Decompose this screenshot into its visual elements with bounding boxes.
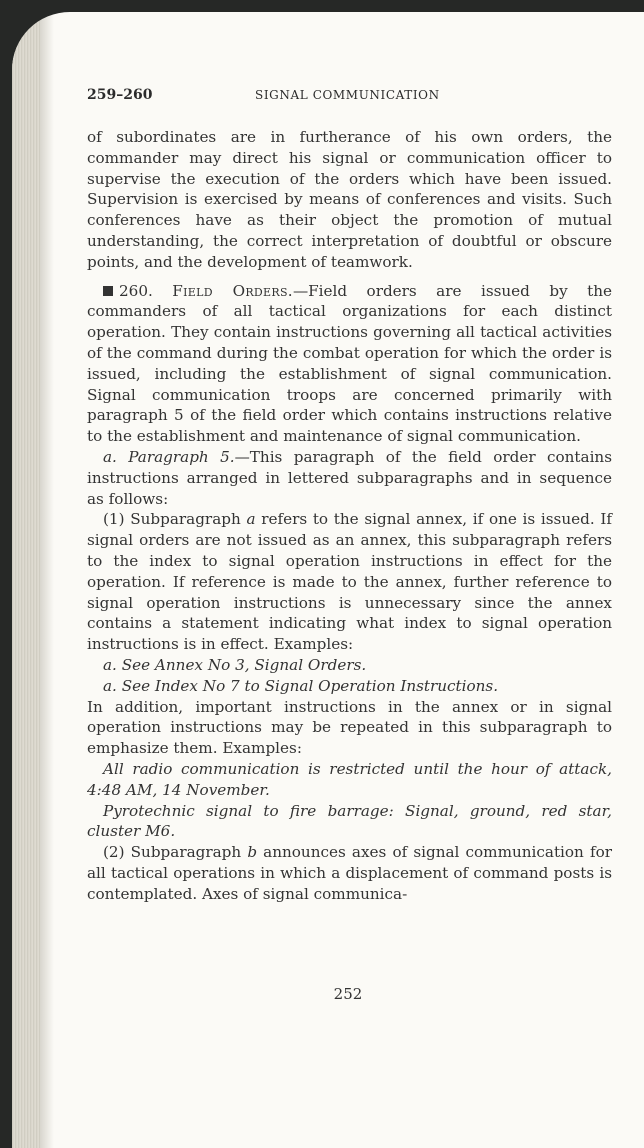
example-1: a. See Annex No 3, Signal Orders. [103,655,367,674]
page-number: 252 [333,985,363,1003]
gutter-shadow [40,12,54,1148]
running-title: SIGNAL COMMUNICATION [255,88,440,102]
subparagraph-2-lead: (2) Subparagraph [103,843,248,862]
page-edge [12,12,40,1148]
book-page [12,12,644,1148]
paragraph-continuation: of subordinates are in furtherance of his own orders, the commander may direct his signal or communication officer to supervise the execution of the orders which have been issued. Supervision is exercised by means of conferences and visits. Such conferences have as their object the promotion of mutual understanding, the correct interpretation of doubtful or obscure points, and the development of teamwork. [87,128,612,271]
body-text [87,127,612,904]
subparagraph-1-lead: (1) Subparagraph [103,510,247,529]
section-260 [87,281,612,447]
paragraph-addition: In addition, important instructions in the annex or in signal operation instructions may be repeated in this subparagraph to emphasize them. Examples: [87,697,612,758]
section-text: —Field orders are issued by the commanders of all tactical organizations for each distinct operation. They contain instructions governing all tactical activities of the command during the combat operation for which the order is issued, including the establishment of signal communication. Signal communication troops are concerned primarily with paragraph 5 of the field order which contains instructions relative to the establishment and maintenance of signal communication. [87,281,612,446]
subparagraph-1-letter: a [246,510,256,529]
subparagraph-1-text: refers to the signal annex, if one is issued. If signal orders are not issued as an annex, this subparagraph refers to the index to signal operation instructions in effect for the operation. If reference is made to the annex, further reference to signal operation instructions is unnecessary since the annex contains a statement indicating what index to signal operation instructions is in effect. Examples: [87,510,612,654]
running-header [87,87,612,107]
example-3: All radio communication is restricted until the hour of attack, 4:48 AM, 14 November. [87,759,612,799]
paragraph-a-text: —This paragraph of the field order contains instructions arranged in lettered subparagraphs and in sequence as follows: [87,447,612,508]
paragraph-range: 259–260 [87,87,153,103]
subparagraph-1 [87,509,612,655]
subparagraph-2 [87,842,612,904]
example-2: a. See Index No 7 to Signal Operation Instructions. [103,676,499,695]
subparagraph-2-text: announces axes of signal communication for all tactical operations in which a displacement of command posts is contemplated. Axes of signal communica- [87,843,612,903]
section-heading: Field Orders. [172,281,293,300]
section-mark-icon [103,286,113,296]
section-number: 260. [119,281,153,300]
paragraph-a-label: a. Paragraph 5. [103,447,235,466]
example-4: Pyrotechnic signal to fire barrage: Signal, ground, red star, cluster M6. [87,801,612,841]
paragraph-a [87,447,612,509]
subparagraph-2-letter: b [247,843,258,862]
